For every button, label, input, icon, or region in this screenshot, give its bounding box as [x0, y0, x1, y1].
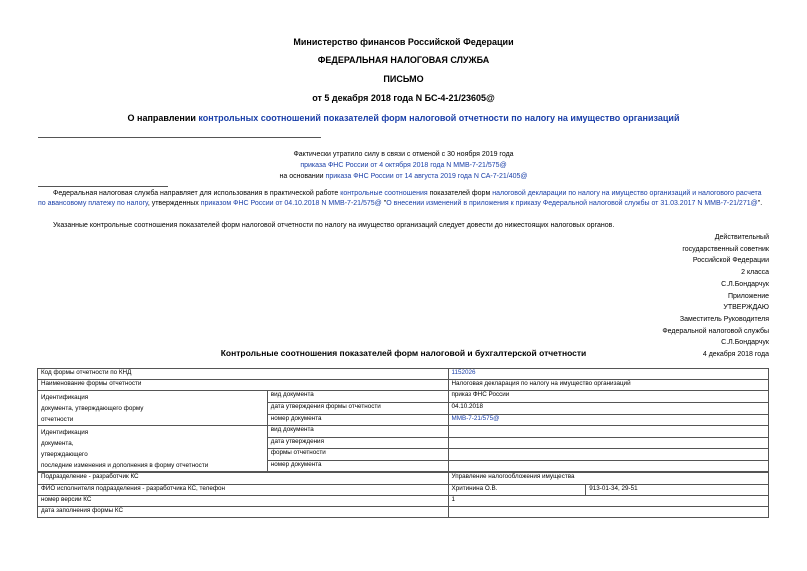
table-row: [38, 369, 769, 380]
p1-link-order[interactable]: приказом ФНС России от 04.10.2018 N ММВ-7-21/575@: [200, 200, 382, 207]
p1-text-d: ": [381, 200, 387, 207]
version-label: номер версии КС: [38, 495, 449, 506]
doc-subject: [0, 113, 807, 123]
ident-label-line: отчетности: [41, 416, 74, 424]
ident-value: 04.10.2018: [448, 403, 769, 415]
p1-link-declaration[interactable]: налоговой декларации по налогу на имущество организаций и налогового расчета по авансовому платежу по налогу: [38, 190, 762, 207]
p1-link-ks[interactable]: контрольные соотношения: [340, 190, 428, 197]
dev-label: Подразделение - разработчик КС: [38, 472, 449, 484]
fill-date-value: [448, 506, 769, 517]
change-value: [448, 437, 769, 448]
sig-line: Российской Федерации: [692, 257, 769, 265]
executor-name: Хритинина О.В.: [448, 484, 586, 495]
table-row: [38, 495, 769, 506]
status-line-3-prefix: на основании: [279, 173, 326, 180]
change-field: номер документа: [267, 460, 448, 472]
table-row: [38, 380, 769, 391]
ident-field: номер документа: [267, 414, 448, 426]
change-value: [448, 426, 769, 437]
executor-label: ФИО исполнителя подразделения - разработчика КС, телефон: [38, 484, 449, 495]
subject-link[interactable]: контрольных соотношений показателей форм налоговой отчетности по налогу на имущество организаций: [198, 113, 680, 123]
change-label-line: утверждающего: [41, 451, 88, 459]
executor-phone: 913-01-34, 29-51: [586, 484, 769, 495]
p1-text-a: Федеральная налоговая служба направляет для использования в практической работе: [53, 190, 341, 197]
ident-label-line: документа, утверждающего форму: [41, 405, 144, 413]
sig-line: Приложение: [727, 292, 769, 300]
status-line-3-link[interactable]: приказа ФНС России от 14 августа 2019 года N СА-7-21/405@: [325, 173, 528, 180]
section-title: Контрольные соотношения показателей форм налоговой и бухгалтерской отчетности: [220, 348, 587, 358]
table-row: [38, 391, 769, 403]
table-row: [38, 426, 769, 437]
table-row: [38, 506, 769, 517]
change-field: формы отчетности: [267, 449, 448, 460]
status-line-1: Фактически утратило силу в связи с отменой с 30 ноября 2019 года: [293, 151, 514, 158]
change-field: дата утверждения: [267, 437, 448, 448]
ident-label: [38, 391, 268, 426]
ident-field: вид документа: [267, 391, 448, 403]
change-label-line: документа,: [41, 440, 74, 448]
subject-prefix: О направлении: [127, 113, 199, 123]
sig-line: УТВЕРЖДАЮ: [723, 304, 769, 312]
sig-line: 2 класса: [741, 269, 769, 277]
form-name-label: Наименование формы отчетности: [38, 380, 449, 391]
table-row: [38, 472, 769, 484]
body-paragraph-1: [38, 189, 770, 209]
change-field: вид документа: [267, 426, 448, 437]
ident-value-link[interactable]: ММВ-7-21/575@: [448, 414, 769, 426]
sig-line: С.Л.Бондарчук: [721, 280, 769, 288]
divider: [38, 137, 321, 138]
ident-value: приказ ФНС России: [448, 391, 769, 403]
p1-text-c: , утвержденных: [147, 200, 201, 207]
sig-line: 4 декабря 2018 года: [702, 351, 769, 359]
ministry-name: Министерство финансов Российской Федерации: [293, 37, 514, 47]
sig-line: С.Л.Бондарчук: [721, 339, 769, 347]
body-paragraph-2: Указанные контрольные соотношения показателей форм налоговой отчетности по налогу на имущество организаций следует довести до нижестоящих налоговых органов.: [53, 222, 615, 229]
knd-label: Код формы отчетности по КНД: [38, 369, 449, 380]
change-label-line: Идентификация: [41, 429, 89, 437]
table-row: [38, 484, 769, 495]
p1-text-e: ".: [757, 200, 763, 207]
sig-line: Федеральной налоговой службы: [662, 327, 769, 335]
signature-block: [662, 232, 769, 361]
change-value: [448, 449, 769, 460]
p1-text-b: показателей форм: [427, 190, 493, 197]
dev-value: Управление налогообложения имущества: [448, 472, 769, 484]
sig-line: Заместитель Руководителя: [679, 315, 769, 323]
divider: [38, 186, 168, 187]
control-ratios-table: [37, 368, 769, 518]
sig-line: государственный советник: [682, 245, 769, 253]
version-value: 1: [448, 495, 769, 506]
p1-link-amendment[interactable]: О внесении изменений в приложения к приказу Федеральной налоговой службы от 31.03.2017 N ММВ-7-21/271@: [386, 200, 758, 207]
status-line-2-link[interactable]: приказа ФНС России от 4 октября 2018 года N ММВ-7-21/575@: [300, 162, 507, 169]
knd-value-link[interactable]: 1152026: [448, 369, 769, 380]
fill-date-label: дата заполнения формы КС: [38, 506, 449, 517]
status-line-3: [0, 173, 807, 180]
doc-type: ПИСЬМО: [383, 74, 424, 84]
change-value: [448, 460, 769, 472]
service-name: ФЕДЕРАЛЬНАЯ НАЛОГОВАЯ СЛУЖБА: [317, 55, 490, 65]
change-label-line: последние изменения и дополнения в форму отчетности: [41, 462, 209, 470]
sig-line: Действительный: [714, 234, 769, 241]
ident-label-line: Идентификация: [41, 394, 89, 402]
change-label: [38, 426, 268, 473]
ident-field: дата утверждения формы отчетности: [267, 403, 448, 415]
form-name-value: Налоговая декларация по налогу на имущество организаций: [448, 380, 769, 391]
doc-date-number: от 5 декабря 2018 года N БС-4-21/23605@: [312, 93, 495, 103]
